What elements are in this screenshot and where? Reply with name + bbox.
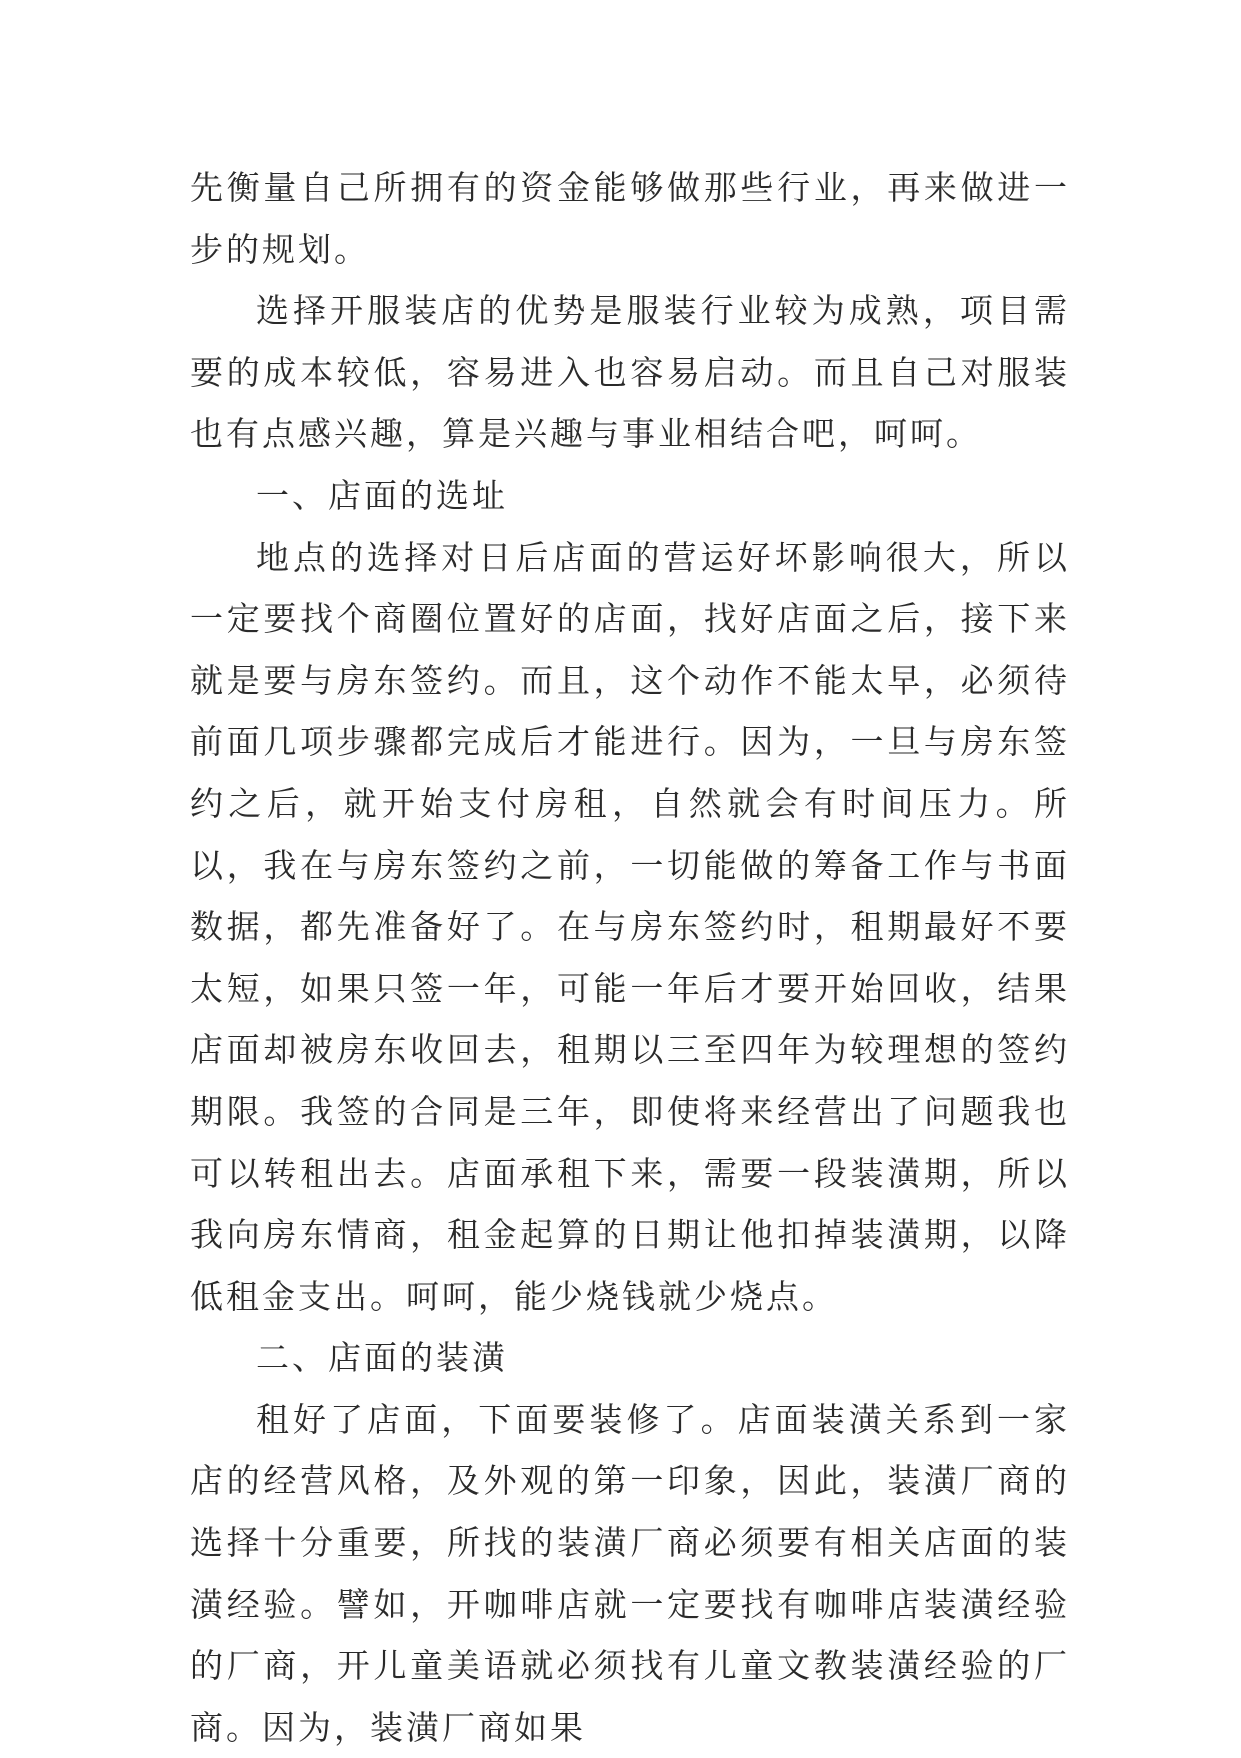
document-body (190, 157, 1070, 1758)
section-heading-location: 一、店面的选址 (256, 475, 508, 515)
section-heading-decoration: 二、店面的装潢 (256, 1338, 508, 1378)
paragraph-decoration: 租好了店面，下面要装修了。店面装潢关系到一家店的经营风格，及外观的第一印象，因此，装潢厂商的选择十分重要，所找的装潢厂商必须要有相关店面的装潢经验。譬如，开咖啡店就一定要找有咖啡店装潢经验的厂商，开儿童美语就必须找有儿童文教装潢经验的厂商。因为，装潢厂商如果 (190, 1399, 1070, 1747)
paragraph-funding: 先衡量自己所拥有的资金能够做那些行业，再来做进一步的规划。 (190, 168, 1070, 269)
paragraph-advantages: 选择开服装店的优势是服装行业较为成熟，项目需要的成本较低，容易进入也容易启动。而且自己对服装也有点感兴趣，算是兴趣与事业相结合吧，呵呵。 (190, 291, 1070, 454)
paragraph-location: 地点的选择对日后店面的营运好坏影响很大，所以一定要找个商圈位置好的店面，找好店面之后，接下来就是要与房东签约。而且，这个动作不能太早，必须待前面几项步骤都完成后才能进行。因为，一旦与房东签约之后，就开始支付房租，自然就会有时间压力。所以，我在与房东签约之前，一切能做的筹备工作与书面数据，都先准备好了。在与房东签约时，租期最好不要太短，如果只签一年，可能一年后才要开始回收，结果店面却被房东收回去，租期以三至四年为较理想的签约期限。我签的合同是三年，即使将来经营出了问题我也可以转租出去。店面承租下来，需要一段装潢期，所以我向房东情商，租金起算的日期让他扣掉装潢期，以降低租金支出。呵呵，能少烧钱就少烧点。 (190, 537, 1070, 1316)
